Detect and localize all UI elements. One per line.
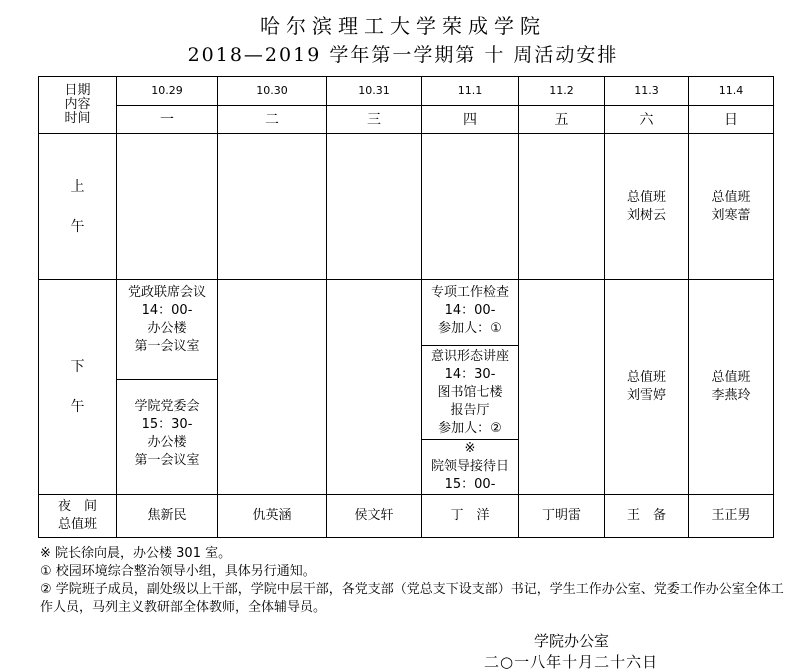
weekday-cell: 三 [327, 106, 422, 134]
date-cell: 11.1 [422, 77, 519, 106]
empty-cell [117, 134, 218, 280]
header-corner-cell [39, 77, 117, 134]
event-location: 办公楼 [147, 435, 187, 450]
night-duty-name: 焦新民 [117, 495, 218, 538]
monday-afternoon-cell [117, 280, 218, 495]
weekday-cell: 六 [605, 106, 689, 134]
event-block [422, 346, 518, 440]
signature-date: 二○一八年十月二十六日 [484, 653, 659, 671]
duty-cell [605, 134, 689, 280]
morning-row [39, 134, 774, 280]
event-time: 14：30- [444, 367, 496, 382]
empty-cell [519, 134, 605, 280]
schedule-table [38, 76, 774, 538]
afternoon-label-cell [39, 280, 117, 495]
weekday-cell: 四 [422, 106, 519, 134]
date-cell: 10.30 [218, 77, 327, 106]
night-label: 总值班 [57, 517, 97, 532]
morning-label-cell [39, 134, 117, 280]
event-block [117, 380, 217, 470]
date-cell: 11.3 [605, 77, 689, 106]
weekday-cell: 五 [519, 106, 605, 134]
event-block [422, 440, 518, 494]
note-mark-icon: ※ [464, 441, 476, 456]
event-room: 报告厅 [450, 403, 490, 418]
empty-cell [519, 280, 605, 495]
page-title: 哈尔滨理工大学荣成学院 [260, 14, 546, 38]
duty-name: 刘树云 [626, 207, 666, 223]
night-duty-name: 侯文轩 [327, 495, 422, 538]
afternoon-label: 下 [70, 359, 85, 375]
footnote: ① 校园环境综合整治领导小组，具体另行通知。 [40, 564, 316, 579]
night-duty-name: 仇英涵 [218, 495, 327, 538]
duty-name: 刘雪婷 [626, 388, 666, 403]
weekday-cell: 一 [117, 106, 218, 134]
footnote: ※ 院长徐向晨，办公楼 301 室。 [40, 546, 232, 561]
night-duty-name: 丁明雷 [519, 495, 605, 538]
event-room: 第一会议室 [134, 339, 200, 354]
date-cell: 11.2 [519, 77, 605, 106]
duty-title: 总值班 [626, 370, 666, 385]
empty-cell [327, 134, 422, 280]
night-label-cell [39, 495, 117, 538]
event-title: 党政联席会议 [127, 285, 206, 300]
event-title: 意识形态讲座 [430, 349, 509, 364]
empty-cell [218, 134, 327, 280]
event-block [422, 280, 518, 346]
signature-office: 学院办公室 [534, 632, 610, 650]
event-time: 15：30- [141, 417, 193, 432]
weekday-cell: 日 [689, 106, 774, 134]
duty-title: 总值班 [711, 370, 751, 385]
night-duty-name: 王 备 [605, 495, 689, 538]
afternoon-label: 午 [70, 399, 85, 415]
event-participants: 参加人：① [438, 321, 502, 336]
morning-label: 上 [70, 178, 85, 195]
event-participants: 参加人：② [438, 421, 502, 436]
empty-cell [218, 280, 327, 495]
event-time: 15：00- [444, 477, 496, 492]
empty-cell [422, 134, 519, 280]
footnotes [40, 545, 785, 617]
night-row [39, 495, 774, 538]
footnote: ② 学院班子成员，副处级以上干部，学院中层干部，各党支部（党总支下设支部）书记，学生工作办公室、党委工作办公室全体工作人员，马列主义教研部全体教师，全体辅导员。 [40, 582, 784, 615]
duty-cell [689, 280, 774, 495]
empty-cell [327, 280, 422, 495]
duty-name: 李燕玲 [711, 388, 751, 403]
event-location: 办公楼 [147, 321, 187, 336]
event-block [117, 280, 217, 380]
header-day-row [39, 106, 774, 134]
header-label-content: 内容 [64, 97, 91, 112]
event-title: 学院党委会 [134, 399, 200, 414]
date-cell: 10.31 [327, 77, 422, 106]
page-subtitle: 2018—2019 学年第一学期第 十 周活动安排 [187, 44, 619, 66]
header-label-date: 日期 [64, 83, 91, 98]
duty-title: 总值班 [711, 189, 751, 205]
header-label-time: 时间 [64, 111, 91, 126]
event-title: 院领导接待日 [430, 459, 509, 474]
event-time: 14：00- [141, 303, 193, 318]
event-title: 专项工作检查 [430, 285, 509, 300]
header-date-row [39, 77, 774, 106]
night-duty-name: 王正男 [689, 495, 774, 538]
duty-title: 总值班 [626, 189, 666, 205]
date-cell: 11.4 [689, 77, 774, 106]
thursday-afternoon-cell [422, 280, 519, 495]
night-duty-name: 丁 洋 [422, 495, 519, 538]
afternoon-row [39, 280, 774, 495]
event-room: 第一会议室 [134, 453, 200, 468]
morning-label: 午 [70, 218, 85, 235]
duty-name: 刘寒蕾 [711, 207, 751, 223]
weekday-cell: 二 [218, 106, 327, 134]
date-cell: 10.29 [117, 77, 218, 106]
duty-cell [605, 280, 689, 495]
event-time: 14：00- [444, 303, 496, 318]
night-label: 夜 间 [57, 499, 97, 514]
event-location: 图书馆七楼 [437, 385, 503, 400]
duty-cell [689, 134, 774, 280]
